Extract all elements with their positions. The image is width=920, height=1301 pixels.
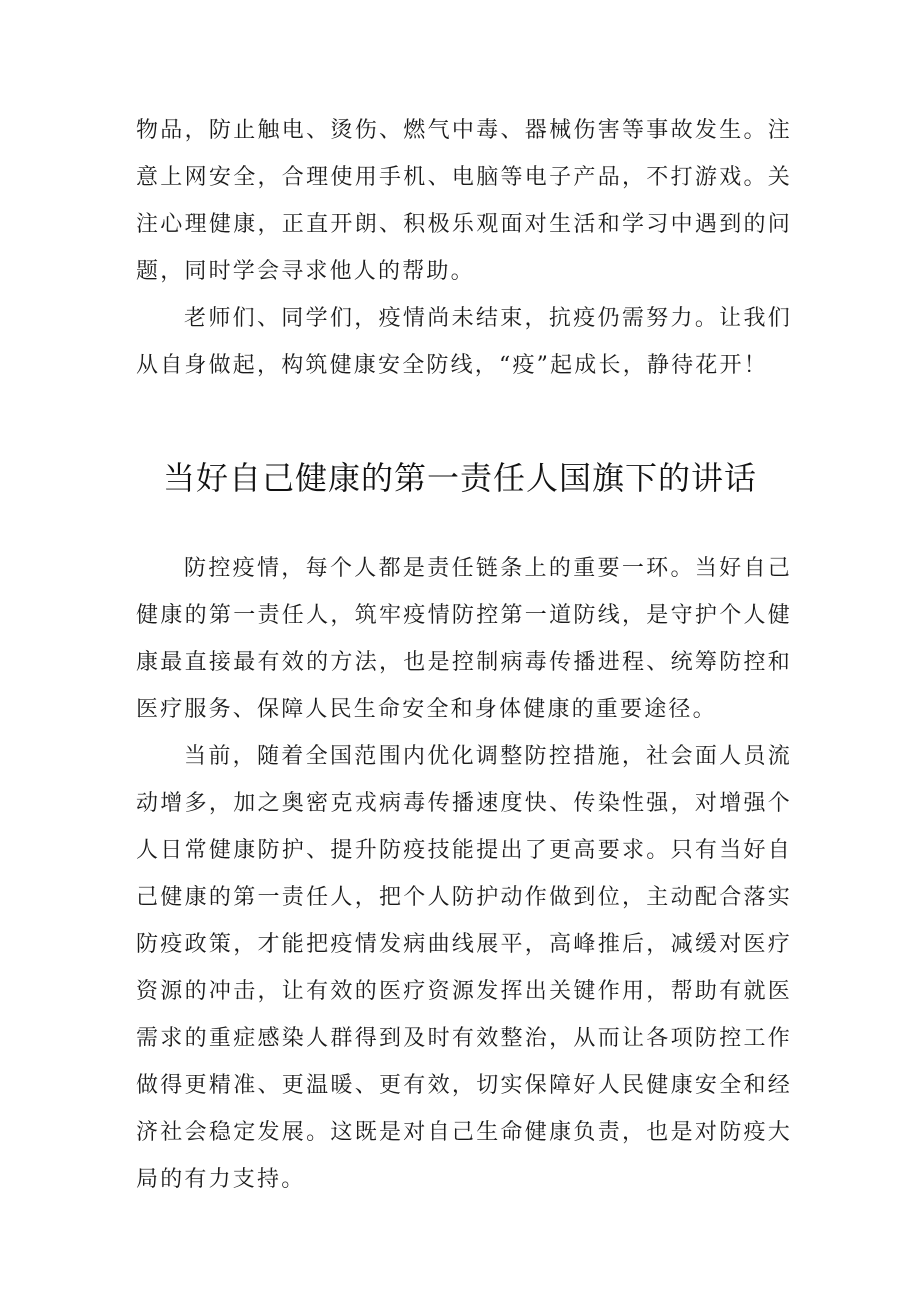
speech-title: 当好自己健康的第一责任人国旗下的讲话 — [162, 459, 757, 497]
continued-text-section — [136, 107, 792, 389]
paragraph-closing-appeal: 老师们、同学们，疫情尚未结束，抗疫仍需努力。让我们从自身做起，构筑健康安全防线，“疫”起成长，静待花开！ — [136, 306, 792, 378]
paragraph-current-situation: 当前，随着全国范围内优化调整防控措施，社会面人员流动增多，加之奥密克戎病毒传播速度快、传染性强，对增强个人日常健康防护、提升防疫技能提出了更高要求。只有当好自己健康的第一责任人，把个人防护动作做到位，主动配合落实防疫政策，才能把疫情发病曲线展平，高峰推后，减缓对医疗资源的冲击，让有效的医疗资源发挥出关键作用，帮助有就医需求的重症感染人群得到及时有效整治，从而让各项防控工作做得更精准、更温暖、更有效，切实保障好人民健康安全和经济社会稳定发展。这既是对自己生命健康负责，也是对防疫大局的有力支持。 — [136, 744, 792, 1192]
paragraph-safety-tips: 物品，防止触电、烫伤、燃气中毒、器械伤害等事故发生。注意上网安全，合理使用手机、电脑等电子产品，不打游戏。关注心理健康，正直开朗、积极乐观面对生活和学习中遇到的问题，同时学会寻求他人的帮助。 — [136, 118, 792, 284]
speech-body-section — [136, 545, 792, 1203]
paragraph-intro: 防控疫情，每个人都是责任链条上的重要一环。当好自己健康的第一责任人，筑牢疫情防控第一道防线，是守护个人健康最直接最有效的方法，也是控制病毒传播进程、统筹防控和医疗服务、保障人民生命安全和身体健康的重要途径。 — [136, 556, 792, 722]
